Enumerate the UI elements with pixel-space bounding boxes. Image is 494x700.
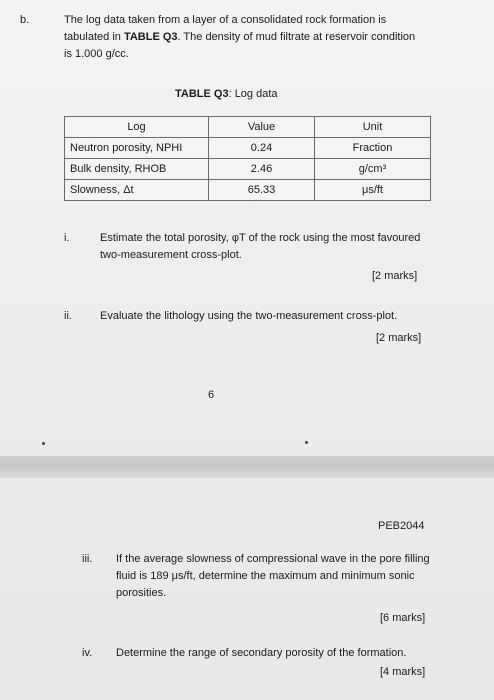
header-value: Value [209, 117, 315, 138]
question-number-iv: iv. [82, 647, 93, 659]
table-row [65, 138, 431, 159]
question-iii-text: If the average slowness of compressional wave in the pore filling fluid is 189 μs/ft, determine the maximum and minimum sonic porosities. [116, 553, 430, 599]
cell-log: Neutron porosity, NPHI [65, 138, 209, 159]
table-row [65, 180, 431, 201]
cell-value: 0.24 [209, 138, 315, 159]
question-number-iii: iii. [82, 553, 93, 565]
question-ii-marks: [2 marks] [376, 332, 422, 344]
table-reference: TABLE Q3 [123, 31, 178, 43]
part-label: b. [20, 14, 30, 26]
cell-log: Slowness, Δt [65, 180, 209, 201]
table-row [65, 159, 431, 180]
header-log: Log [65, 117, 209, 138]
speck-dot [305, 441, 308, 444]
cell-log: Bulk density, RHOB [65, 159, 209, 180]
page-number: 6 [208, 389, 215, 401]
question-iv-marks: [4 marks] [380, 666, 426, 678]
cell-value: 65.33 [209, 180, 315, 201]
question-ii-text: Evaluate the lithology using the two-measurement cross-plot. [100, 310, 398, 322]
cell-unit: μs/ft [315, 180, 431, 201]
question-number-i: i. [64, 232, 70, 244]
table-header-row [65, 117, 431, 138]
intro-line-3: is 1.000 g/cc. [64, 48, 129, 60]
intro-line-1: The log data taken from a layer of a consolidated rock formation is [64, 14, 387, 26]
course-code: PEB2044 [378, 520, 425, 532]
speck-dot [42, 442, 45, 445]
cell-unit: Fraction [315, 138, 431, 159]
table-caption: TABLE Q3: Log data [175, 88, 278, 100]
cell-unit: g/cm³ [315, 159, 431, 180]
question-iii-marks: [6 marks] [380, 612, 426, 624]
cell-value: 2.46 [209, 159, 315, 180]
header-unit: Unit [315, 117, 431, 138]
question-i-marks: [2 marks] [372, 270, 418, 282]
intro-line-2: tabulated in TABLE Q3. The density of mud filtrate at reservoir condition [64, 31, 416, 43]
question-i-text: Estimate the total porosity, φT of the rock using the most favoured two-measurement cross-plot. [100, 232, 421, 261]
log-data-table [64, 116, 431, 201]
question-number-ii: ii. [64, 310, 72, 322]
question-iv-text: Determine the range of secondary porosity of the formation. [116, 647, 407, 659]
page-divider [0, 456, 494, 478]
intro-text [64, 12, 444, 63]
